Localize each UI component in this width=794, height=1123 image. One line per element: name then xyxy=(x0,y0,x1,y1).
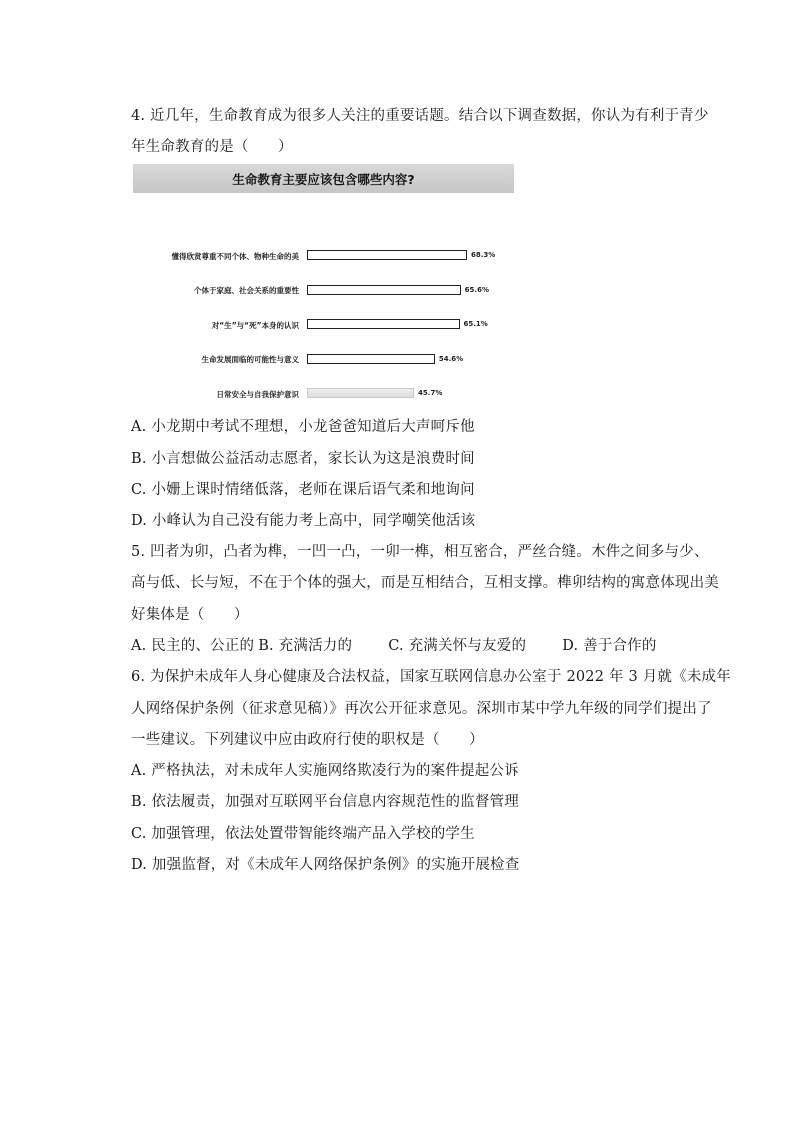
q6-option-b: B. 依法履责，加强对互联网平台信息内容规范性的监督管理 xyxy=(131,794,519,810)
bar-label-5: 日常安全与自我保护意识 xyxy=(216,389,299,399)
q5-stem-line-2: 高与低、长与短，不在于个体的强大，而是互相结合，互相支撑。榫卯结构的寓意体现出美 xyxy=(131,575,719,591)
bar-label-2: 个体于家庭、社会关系的重要性 xyxy=(194,286,299,295)
bar-5 xyxy=(307,388,414,398)
q4-option-a: A. 小龙期中考试不理想，小龙爸爸知道后大声呵斥他 xyxy=(131,419,475,435)
q4-option-c: C. 小姗上课时情绪低落，老师在课后语气柔和地询问 xyxy=(131,482,475,498)
bar-value-4: 54.6% xyxy=(438,354,464,363)
q6-option-c: C. 加强管理，依法处置带智能终端产品入学校的学生 xyxy=(131,826,475,842)
q5-option-c: C. 充满关怀与友爱的 xyxy=(388,638,527,654)
q5-stem-line-3: 好集体是（ ） xyxy=(131,607,249,623)
chart-title-banner xyxy=(133,164,514,193)
q5-option-a: A. 民主的、公正的 xyxy=(131,638,255,654)
bar-value-2: 65.6% xyxy=(464,285,489,294)
bar-2 xyxy=(307,285,461,295)
q6-stem-line-2: 人网络保护条例（征求意见稿）》再次公开征求意见。深圳市某中学九年级的同学们提出了 xyxy=(131,701,712,717)
q6-stem-line-3: 一些建议。下列建议中应由政府行使的职权是（ ） xyxy=(131,732,484,748)
bar-label-1: 懂得欣赏尊重不同个体、物种生命的美 xyxy=(171,251,299,261)
q4-stem-line-2: 年生命教育的是（ ） xyxy=(131,139,293,155)
q6-option-d: D. 加强监督，对《未成年人网络保护条例》的实施开展检查 xyxy=(131,857,520,873)
bar-1 xyxy=(307,250,467,260)
bar-value-5: 45.7% xyxy=(418,389,443,397)
q5-options-row xyxy=(131,634,657,655)
bar-4 xyxy=(307,354,435,364)
q5-option-d: D. 善于合作的 xyxy=(562,638,657,654)
q6-stem-line-1: 6. 为保护未成年人身心健康及合法权益，国家互联网信息办公室于 2022 年 3 月就《未成年 xyxy=(131,669,731,685)
bar-value-3: 65.1% xyxy=(463,320,488,328)
bar-label-4: 生命发展面临的可能性与意义 xyxy=(201,355,299,364)
q5-stem-line-1: 5. 凹者为卯，凸者为榫，一凹一凸，一卯一榫，相互密合，严丝合缝。木件之间多与少、 xyxy=(131,544,709,560)
bar-3 xyxy=(307,319,460,329)
bar-value-1: 68.3% xyxy=(471,251,496,259)
q6-option-a: A. 严格执法，对未成年人实施网络欺凌行为的案件提起公诉 xyxy=(131,763,519,779)
chart-title: 生命教育主要应该包含哪些内容? xyxy=(232,172,415,187)
q4-stem-line-1: 4. 近几年，生命教育成为很多人关注的重要话题。结合以下调查数据，你认为有利于青少 xyxy=(131,108,709,124)
q4-option-d: D. 小峰认为自己没有能力考上高中，同学嘲笑他活该 xyxy=(131,513,476,529)
q4-option-b: B. 小言想做公益活动志愿者，家长认为这是浪费时间 xyxy=(131,451,475,467)
bar-label-3: 对“生”与“死”本身的认识 xyxy=(211,320,299,330)
q5-option-b: B. 充满活力的 xyxy=(258,638,353,654)
